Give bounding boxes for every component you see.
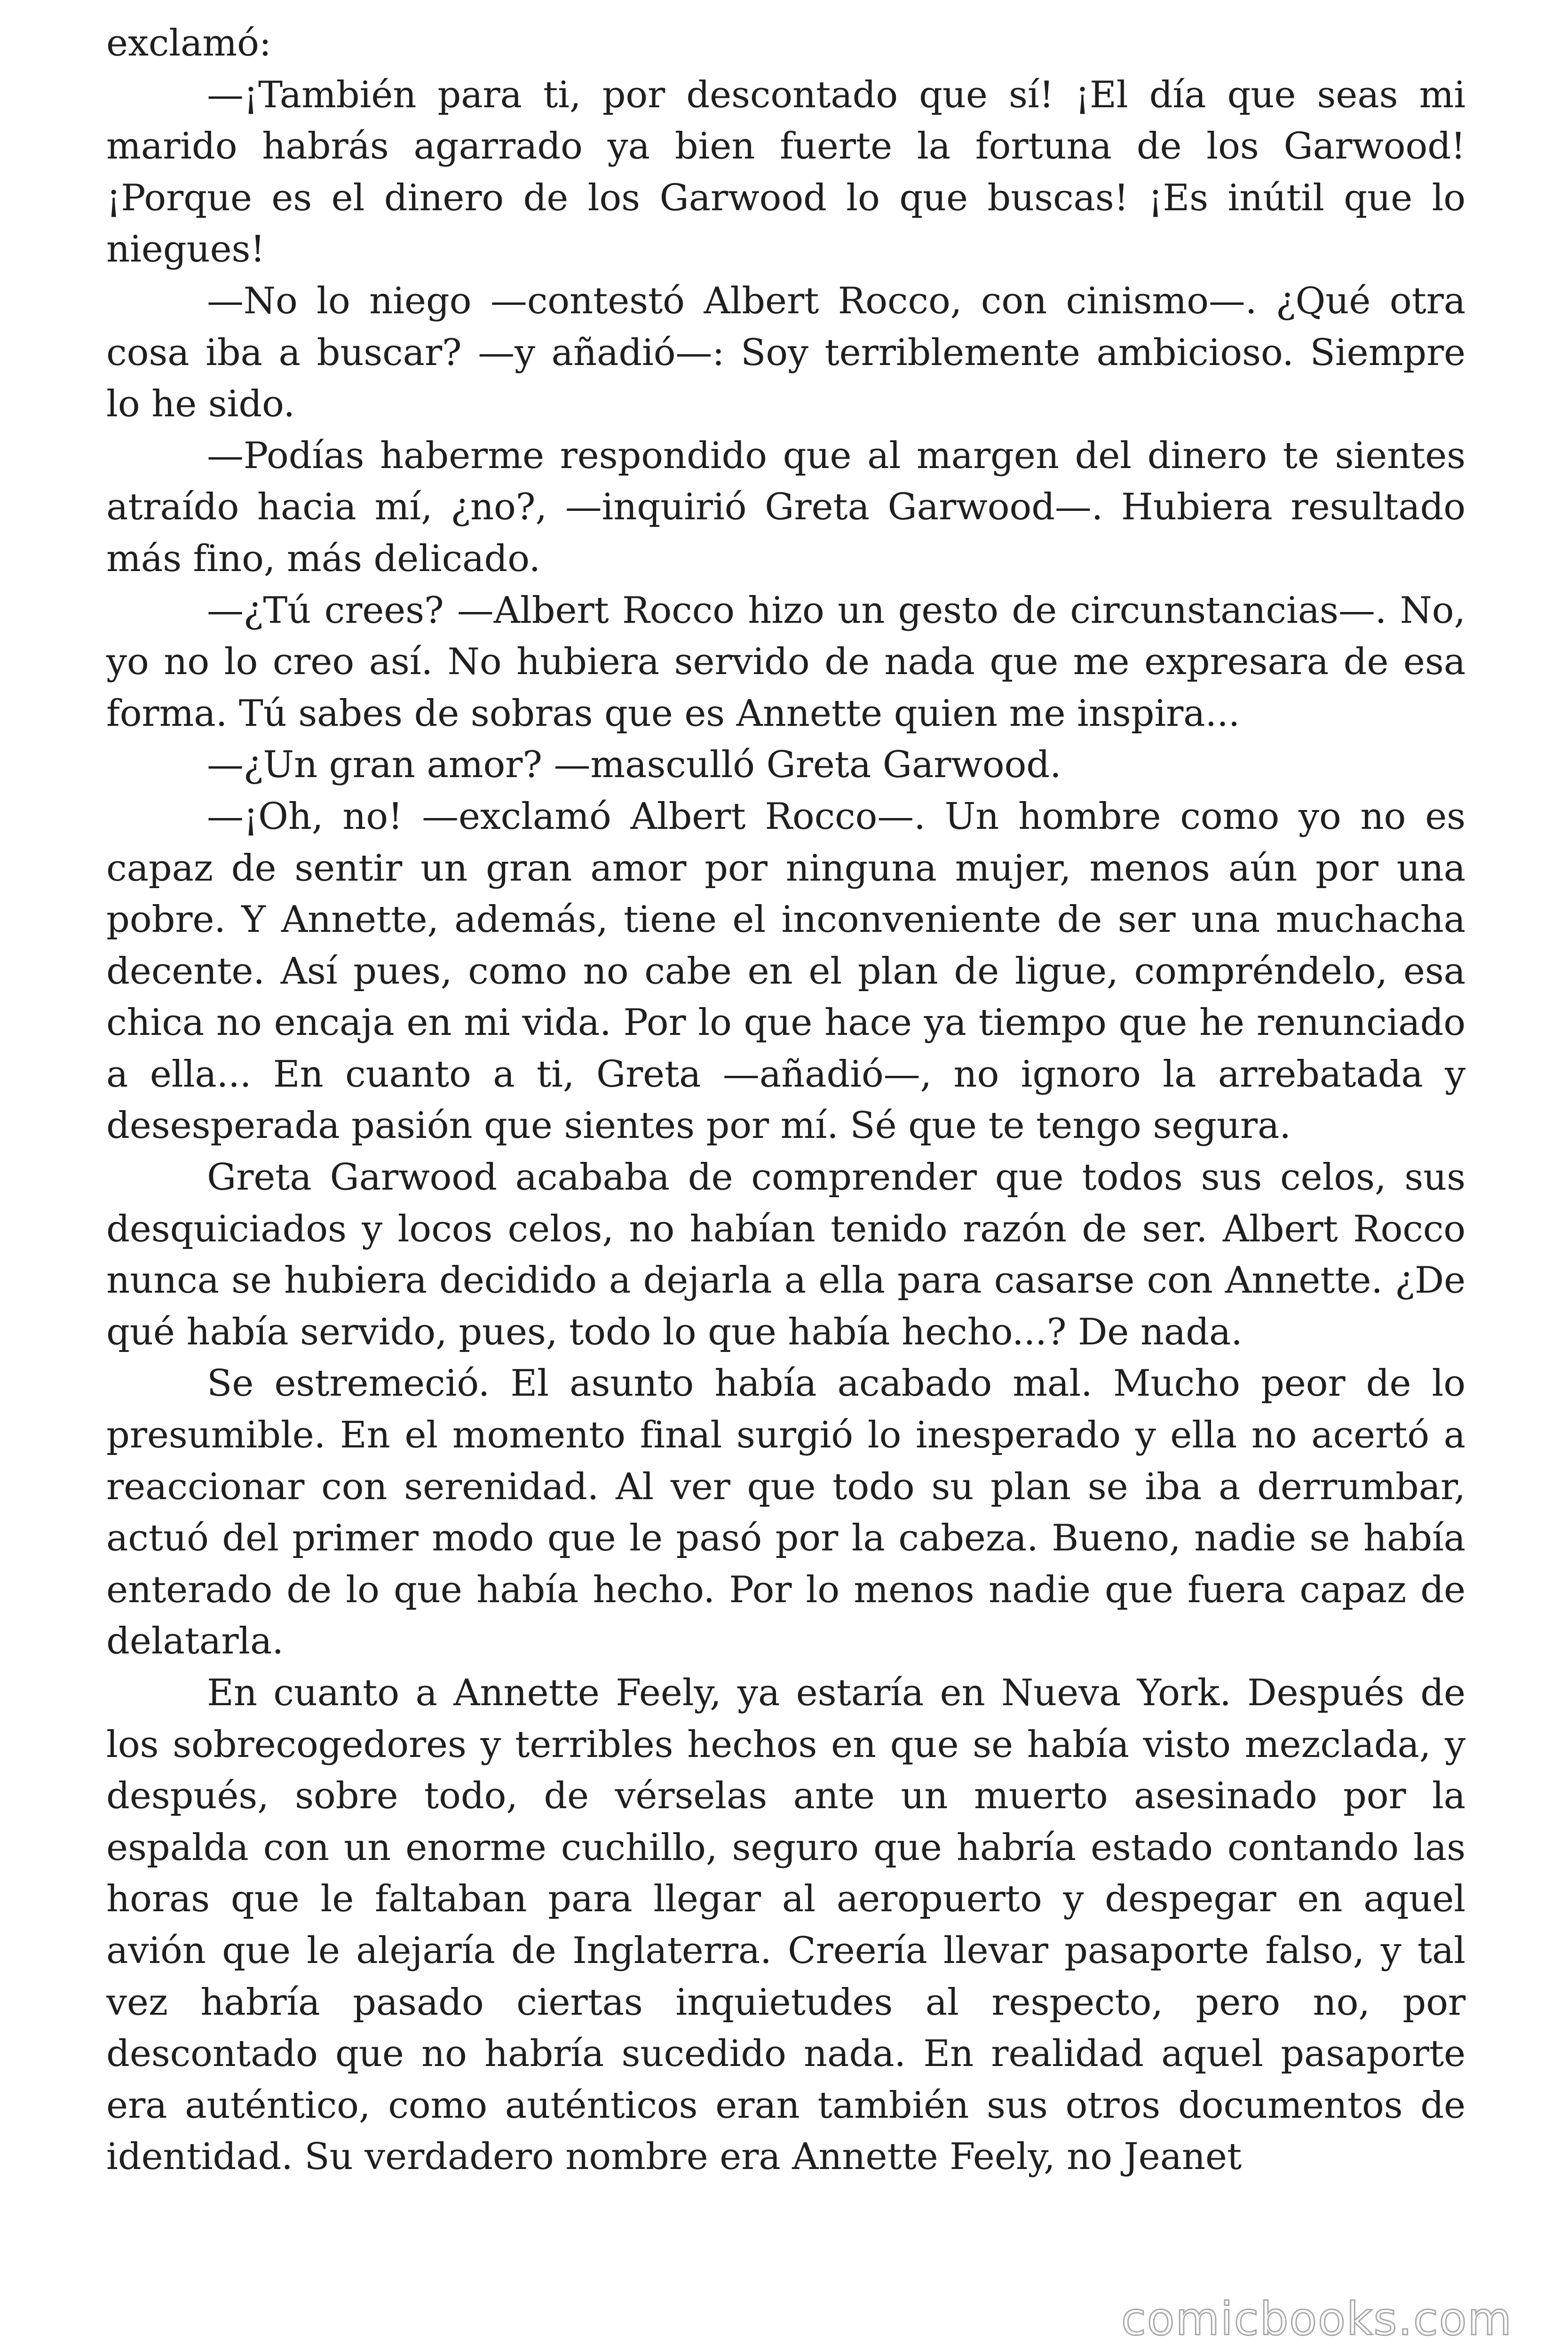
paragraph: Greta Garwood acababa de comprender que todos sus celos, sus desquiciados y locos celos, no habían tenido razón de ser. Albert Rocco nunca se hubiera decidido a dejarla a ella para casarse con Annette. ¿De qué había servido, pues, todo lo que había hecho...? De nada.: [106, 1156, 1465, 1353]
paragraph: —¡Oh, no! —exclamó Albert Rocco—. Un hombre como yo no es capaz de sentir un gran amor por ninguna mujer, menos aún por una pobre. Y Annette, además, tiene el inconveniente de ser una muchacha decente. Así pues, como no cabe en el plan de ligue, compréndelo, esa chica no encaja en mi vida. Por lo que hace ya tiempo que he renunciado a ella... En cuanto a ti, Greta —añadió—, no ignoro la arrebatada y desesperada pasión que sientes por mí. Sé que te tengo segura.: [106, 795, 1465, 1147]
paragraph: —¿Un gran amor? —masculló Greta Garwood.: [207, 744, 1061, 787]
paragraph: —¿Tú crees? —Albert Rocco hizo un gesto de circunstancias—. No, yo no lo creo así. No hubiera servido de nada que me expresara de esa forma. Tú sabes de sobras que es Annette quien me inspira...: [106, 589, 1465, 735]
paragraph: —No lo niego —contestó Albert Rocco, con cinismo—. ¿Qué otra cosa iba a buscar? —y añadió—: Soy terriblemente ambicioso. Siempre lo he sido.: [106, 279, 1465, 426]
paragraph: —Podías haberme respondido que al margen del dinero te sientes atraído hacia mí, ¿no?, —inquirió Greta Garwood—. Hubiera resultado más fino, más delicado.: [106, 434, 1465, 580]
paragraph: —¡También para ti, por descontado que sí! ¡El día que seas mi marido habrás agarrado ya bien fuerte la fortuna de los Garwood! ¡Porque es el dinero de los Garwood lo que buscas! ¡Es inútil que lo niegues!: [106, 73, 1465, 271]
paragraph: En cuanto a Annette Feely, ya estaría en Nueva York. Después de los sobrecogedores y terribles hechos en que se había visto mezclada, y después, sobre todo, de vérselas ante un muerto asesinado por la espalda con un enorme cuchillo, seguro que habría estado contando las horas que le faltaban para llegar al aeropuerto y despegar en aquel avión que le alejaría de Inglaterra. Creería llevar pasaporte falso, y tal vez habría pasado ciertas inquietudes al respecto, pero no, por descontado que no habría sucedido nada. En realidad aquel pasaporte era auténtico, como auténticos eran también sus otros documentos de identidad. Su verdadero nombre era Annette Feely, no Jeanet: [106, 1672, 1465, 2178]
watermark: comicbooks.com: [1121, 2293, 1513, 2345]
page-body: [106, 18, 1465, 2183]
paragraph: exclamó:: [106, 22, 271, 64]
paragraph: Se estremeció. El asunto había acabado mal. Mucho peor de lo presumible. En el momento final surgió lo inesperado y ella no acertó a reaccionar con serenidad. Al ver que todo su plan se iba a derrumbar, actuó del primer modo que le pasó por la cabeza. Bueno, nadie se había enterado de lo que había hecho. Por lo menos nadie que fuera capaz de delatarla.: [106, 1362, 1465, 1663]
